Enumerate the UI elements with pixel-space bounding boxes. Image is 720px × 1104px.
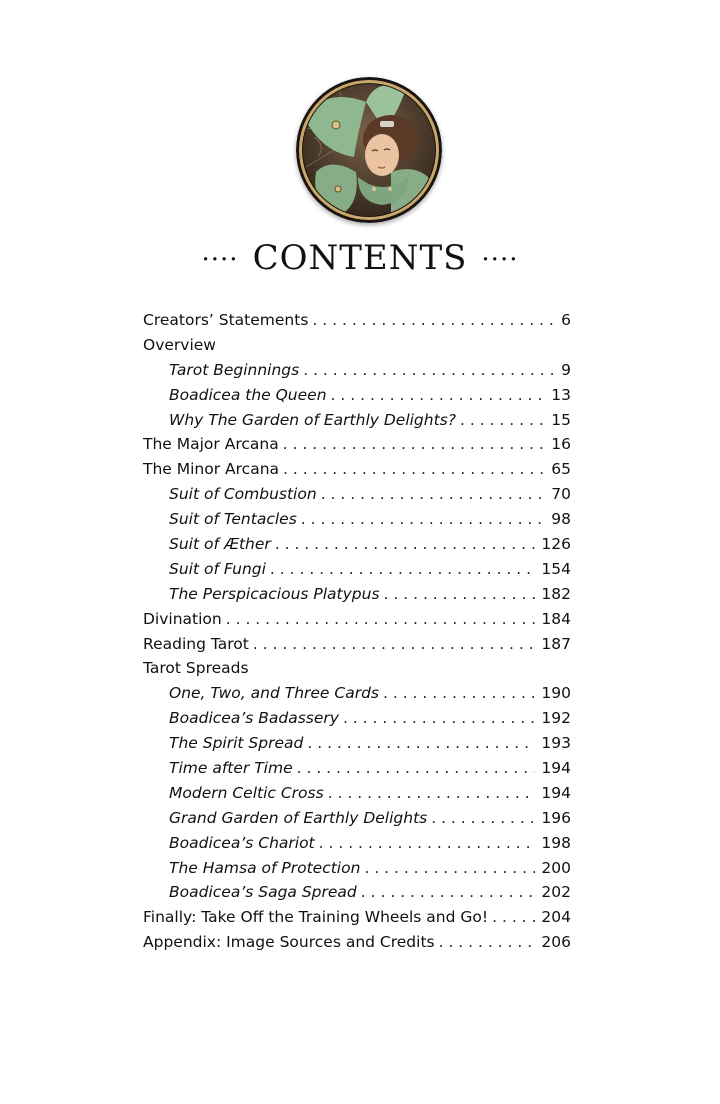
toc-entry[interactable] — [143, 930, 571, 955]
toc-page-number: 98 — [551, 510, 571, 529]
toc-entry[interactable] — [143, 656, 571, 681]
contents-heading — [0, 238, 720, 278]
toc-subentry[interactable] — [143, 706, 571, 731]
toc-entry[interactable] — [143, 632, 571, 657]
toc-entry[interactable] — [143, 432, 571, 457]
toc-page-number: 198 — [541, 833, 571, 852]
dot-leader — [384, 582, 536, 607]
toc-entry[interactable] — [143, 905, 571, 930]
toc-entry-label: Boadicea the Queen — [169, 385, 327, 404]
toc-entry-label: Suit of Combustion — [169, 485, 317, 504]
toc-subentry[interactable] — [143, 731, 571, 756]
dot-leader — [460, 408, 545, 433]
dot-leader — [253, 632, 536, 657]
heading-ornament-left: ···· — [201, 245, 239, 275]
toc-page-number: 126 — [541, 535, 571, 554]
toc-entry-label: Finally: Take Off the Training Wheels and Go! — [143, 908, 489, 927]
toc-page-number: 194 — [541, 783, 571, 802]
toc-page-number: 202 — [541, 883, 571, 902]
luna-moth-portrait-icon — [296, 77, 442, 223]
toc-entry-label: The Minor Arcana — [143, 460, 280, 479]
toc-entry[interactable] — [143, 607, 571, 632]
toc-page-number: 154 — [541, 559, 571, 578]
dot-leader — [383, 681, 535, 706]
dot-leader — [361, 880, 536, 905]
toc-page-number: 187 — [541, 634, 571, 653]
toc-subentry[interactable] — [143, 557, 571, 582]
dot-leader — [270, 557, 535, 582]
toc-page-number: 192 — [541, 709, 571, 728]
page-title: CONTENTS — [252, 238, 468, 278]
toc-entry-label: The Perspicacious Platypus — [169, 584, 380, 603]
toc-entry-label: Why The Garden of Earthly Delights? — [169, 410, 456, 429]
dot-leader — [303, 358, 555, 383]
toc-subentry[interactable] — [143, 358, 571, 383]
toc-page-number: 206 — [541, 933, 571, 952]
dot-leader — [283, 432, 546, 457]
dot-leader — [297, 756, 536, 781]
toc-page-number: 190 — [541, 684, 571, 703]
dot-leader — [319, 831, 536, 856]
toc-page-number: 200 — [541, 858, 571, 877]
toc-entry-label: Suit of Tentacles — [169, 510, 297, 529]
toc-entry-label: One, Two, and Three Cards — [169, 684, 379, 703]
toc-entry-label: Reading Tarot — [143, 634, 249, 653]
toc-page-number: 9 — [561, 360, 571, 379]
toc-subentry[interactable] — [143, 831, 571, 856]
dot-leader — [321, 482, 546, 507]
dot-leader — [492, 905, 535, 930]
toc-subentry[interactable] — [143, 806, 571, 831]
toc-subentry[interactable] — [143, 756, 571, 781]
toc-page-number: 204 — [541, 908, 571, 927]
dot-leader — [331, 383, 546, 408]
toc-page-number: 196 — [541, 808, 571, 827]
toc-page-number: 194 — [541, 759, 571, 778]
dot-leader — [431, 806, 535, 831]
toc-entry-label: Time after Time — [169, 759, 293, 778]
toc-entry-label: Suit of Fungi — [169, 559, 266, 578]
toc-entry-label: Boadicea’s Chariot — [169, 833, 315, 852]
toc-subentry[interactable] — [143, 383, 571, 408]
toc-entry-label: The Spirit Spread — [169, 734, 304, 753]
toc-page-number: 184 — [541, 609, 571, 628]
toc-entry-label: Boadicea’s Saga Spread — [169, 883, 357, 902]
heading-ornament-right: ···· — [481, 245, 519, 275]
toc-subentry[interactable] — [143, 482, 571, 507]
toc-entry-label: Appendix: Image Sources and Credits — [143, 933, 435, 952]
toc-entry[interactable] — [143, 457, 571, 482]
dot-leader — [343, 706, 535, 731]
toc-subentry[interactable] — [143, 408, 571, 433]
dot-leader — [275, 532, 536, 557]
toc-subentry[interactable] — [143, 582, 571, 607]
dot-leader — [283, 457, 545, 482]
toc-page-number: 15 — [551, 410, 571, 429]
toc-entry-label: Overview — [143, 335, 216, 354]
dot-leader — [439, 930, 536, 955]
toc-subentry[interactable] — [143, 507, 571, 532]
toc-page-number: 6 — [561, 311, 571, 329]
dot-leader — [364, 856, 535, 881]
dot-leader — [226, 607, 536, 632]
table-of-contents — [143, 308, 571, 955]
toc-entry-label: Boadicea’s Badassery — [169, 709, 339, 728]
toc-entry-label: Creators’ Statements — [143, 311, 309, 329]
toc-entry-label: Tarot Spreads — [143, 659, 249, 678]
toc-subentry[interactable] — [143, 781, 571, 806]
toc-page-number: 182 — [541, 584, 571, 603]
dot-leader — [312, 308, 555, 333]
toc-page-number: 16 — [551, 435, 571, 454]
toc-subentry[interactable] — [143, 532, 571, 557]
toc-page-number: 193 — [541, 734, 571, 753]
toc-page-number: 13 — [551, 385, 571, 404]
toc-page-number: 65 — [551, 460, 571, 479]
toc-entry[interactable] — [143, 333, 571, 358]
dot-leader — [301, 507, 545, 532]
toc-page-number: 70 — [551, 485, 571, 504]
toc-entry[interactable] — [143, 308, 571, 333]
toc-entry-label: Divination — [143, 609, 222, 628]
toc-entry-label: The Hamsa of Protection — [169, 858, 361, 877]
toc-entry-label: Modern Celtic Cross — [169, 783, 324, 802]
toc-entry-label: Suit of Æther — [169, 535, 271, 554]
toc-entry-label: The Major Arcana — [143, 435, 279, 454]
toc-entry-label: Grand Garden of Earthly Delights — [169, 808, 428, 827]
dot-leader — [328, 781, 536, 806]
toc-subentry[interactable] — [143, 681, 571, 706]
toc-subentry[interactable] — [143, 880, 571, 905]
toc-entry-label: Tarot Beginnings — [169, 360, 300, 379]
toc-subentry[interactable] — [143, 856, 571, 881]
dot-leader — [307, 731, 535, 756]
